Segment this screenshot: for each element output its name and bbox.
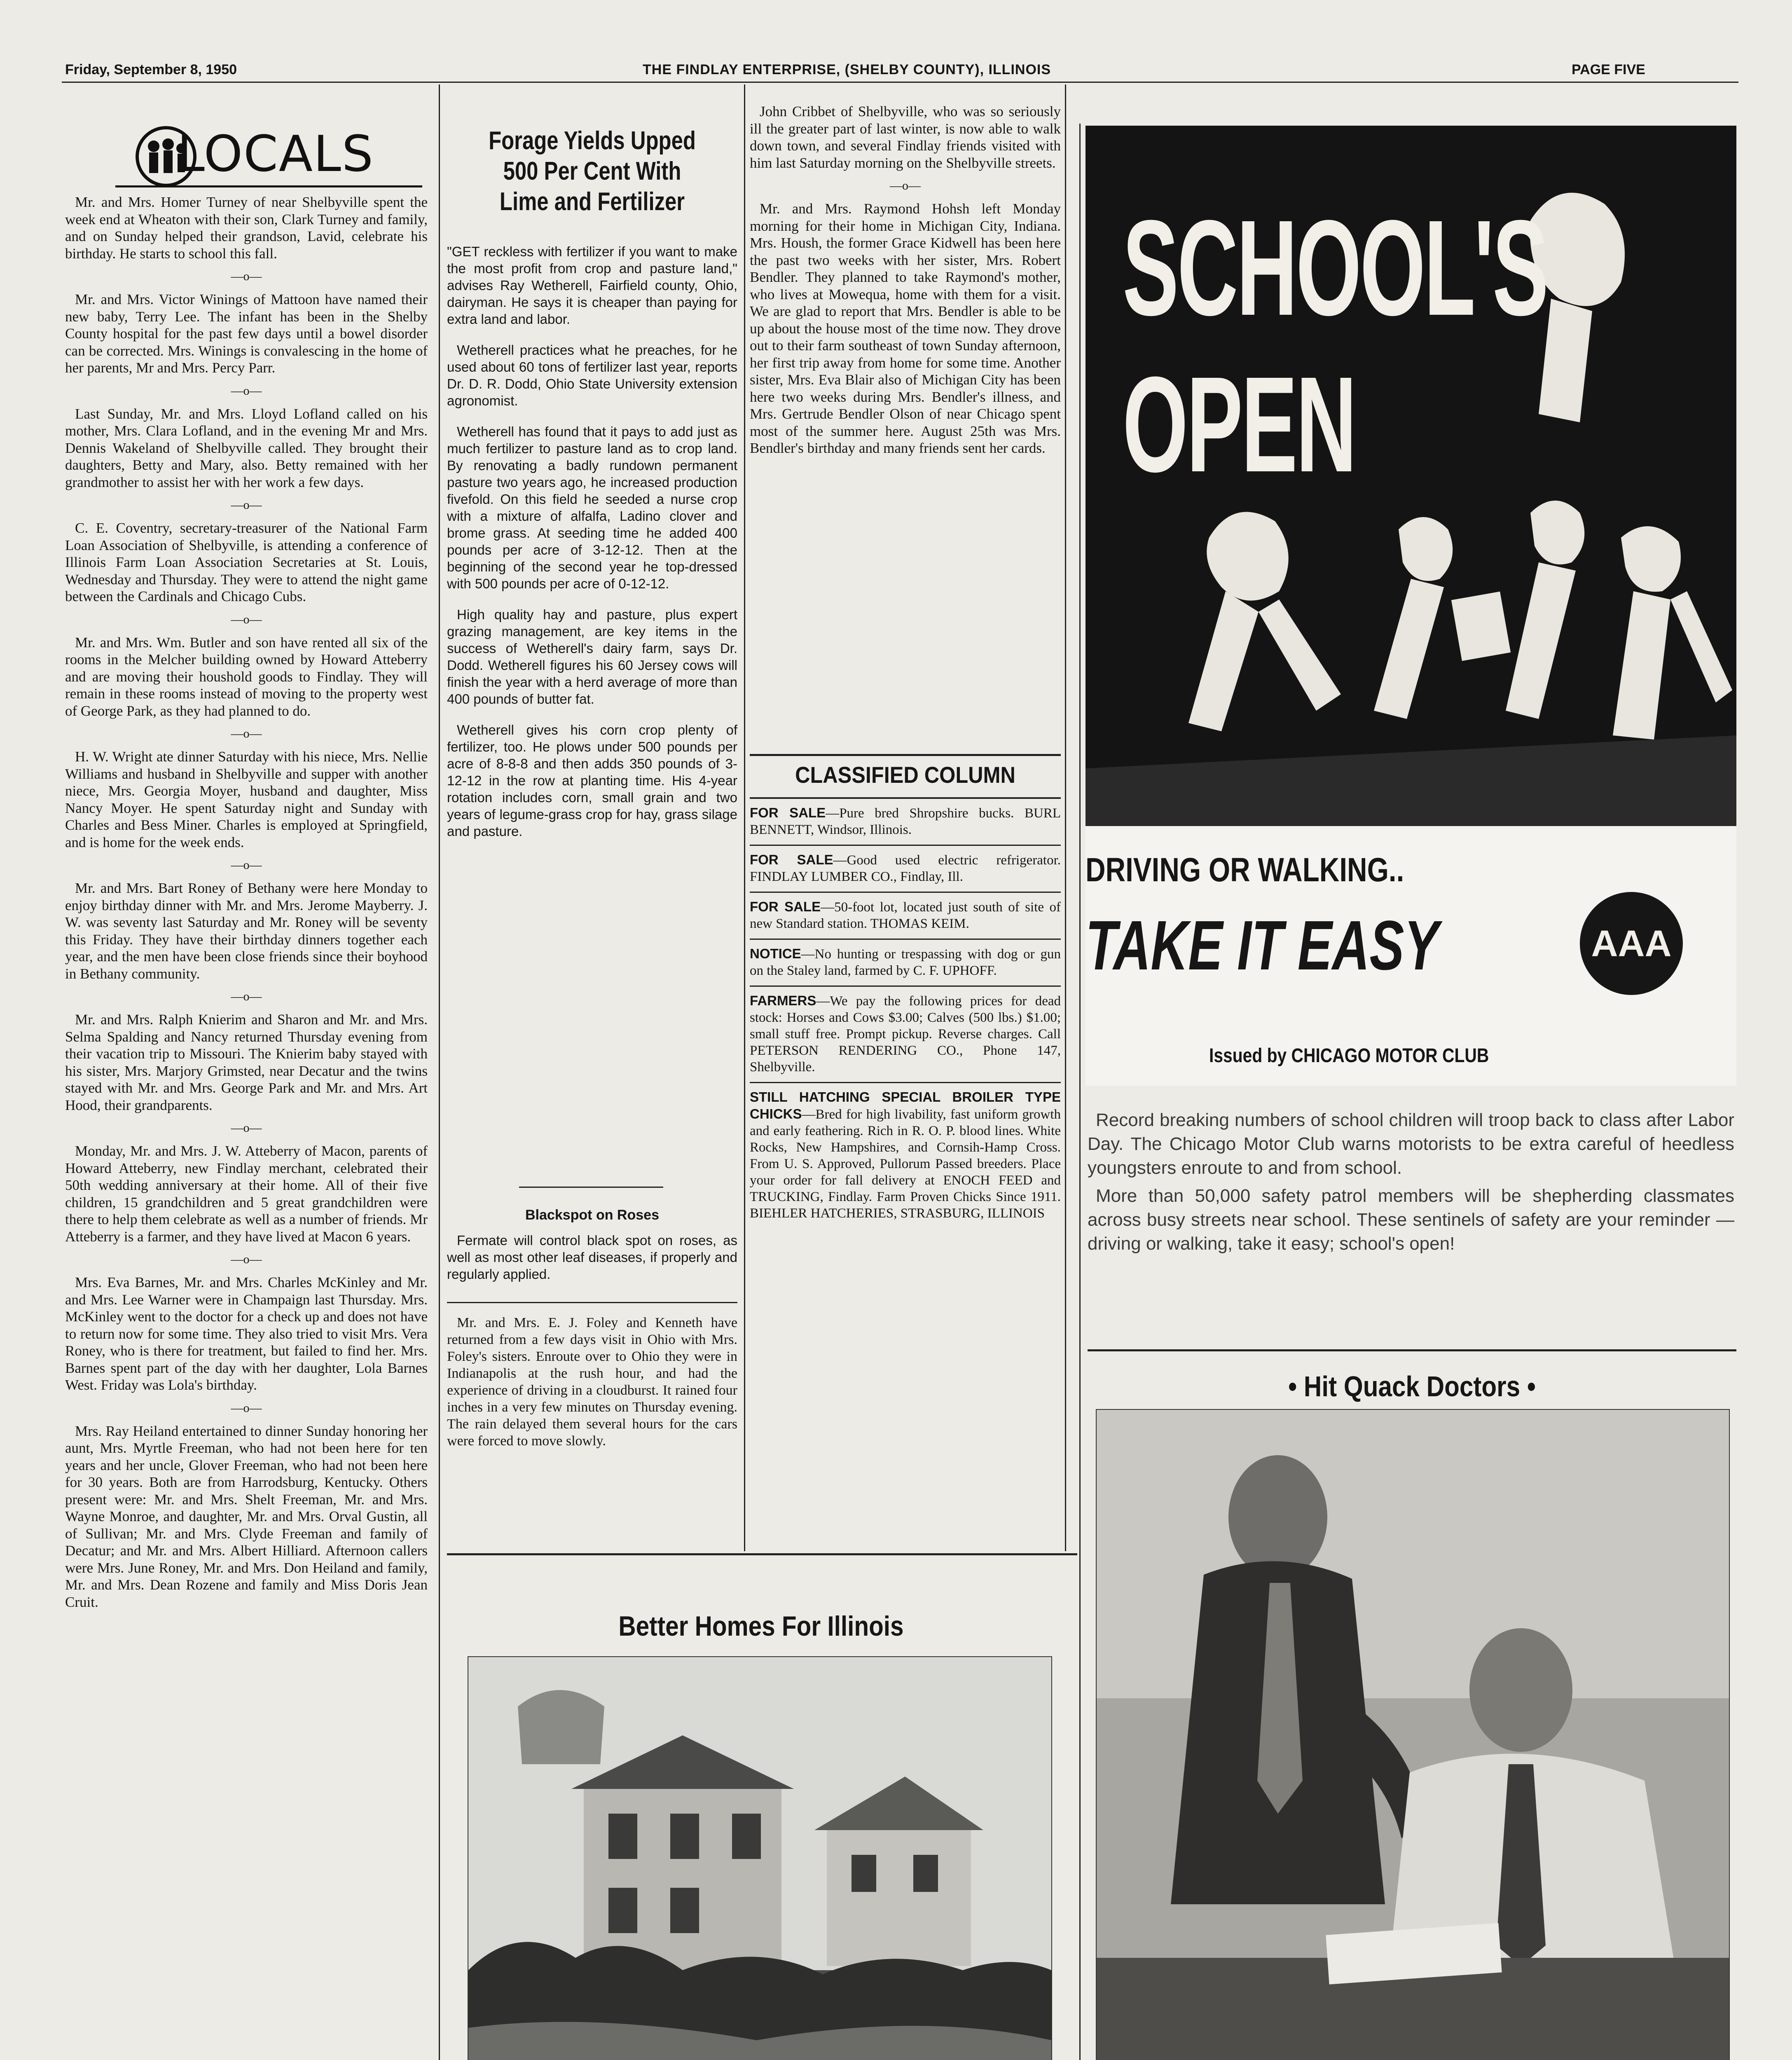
classified-ad — [750, 846, 1061, 893]
school-ad — [1085, 126, 1736, 1086]
quack-photo — [1096, 1409, 1730, 2060]
forage-paragraph: Wetherell has found that it pays to add just as much fertilizer to pasture land as to crop land. By renovating a badly rundown permanent pasture two years ago, he increased production fivefold. On this field he seeded a nurse crop with a mixture of alfalfa, Ladino clover and brome grass. At seeding time he added 400 pounds per acre of 3-12-12. Then at the beginning of the second year he top-dressed with 500 pounds per acre of 0-12-12. — [447, 424, 737, 591]
item-separator: —o— — [231, 727, 262, 740]
blackspot-rule — [447, 1302, 737, 1303]
school-ad-paragraph: Record breaking numbers of school children will troop back to class after Labor Day. The Chicago Motor Club warns motorists to be extra careful of heedless youngsters enroute to and from school. — [1088, 1110, 1734, 1178]
aaa-badge — [1580, 892, 1683, 995]
locals-item: Mr. and Mrs. Wm. Butler and son have rented all six of the rooms in the Melcher building owned by Howard Atteberry and are moving their houshold goods to Findlay. They will remain in these rooms instead of moving to the property west of George Park, as they had planned to do. — [65, 634, 428, 719]
bullet-icon: • — [1520, 1370, 1536, 1402]
school-ad-issued: Issued by CHICAGO MOTOR CLUB — [1209, 1045, 1489, 1067]
locals-item: Mr. and Mrs. Victor Winings of Mattoon have named their new baby, Terry Lee. The infant has been in the Shelby County hospital for the past few days until a bowel disorder can be corrected. Mrs. Winings is convalescing in the home of her parents, Mr and Mrs. Percy Parr. — [65, 291, 428, 376]
locals-item: Mr. and Mrs. Homer Turney of near Shelbyville spent the week end at Wheaton with their son, Clark Turney and family, and on Sunday helped their grandson, Lavid, celebrate his birthday. He starts to school this fall. — [65, 194, 428, 262]
blackspot-text — [447, 1232, 737, 1297]
school-ad-headline-1: SCHOOL'S — [1123, 192, 1547, 344]
masthead-date: Friday, September 8, 1950 — [65, 62, 237, 77]
quack-title — [1133, 1370, 1691, 1403]
blackspot-paragraph: Fermate will control black spot on roses, as well as most other leaf diseases, if properly and regularly applied. — [447, 1233, 737, 1282]
masthead-title: THE FINDLAY ENTERPRISE, (SHELBY COUNTY), ILLINOIS — [643, 62, 1051, 77]
forage-headline-line: 500 Per Cent With — [503, 157, 681, 185]
locals-item: Monday, Mr. and Mrs. J. W. Atteberry of Macon, parents of Howard Atteberry, new Findlay merchant, celebrated their 50th wedding anniversary at their home. All of their five children, 15 grandchildren and 5 great grandchildren were there to help them celebrate as well as a number of friends. Mr Atteberry is a farmer, and they have lived at Macon 6 years. — [65, 1143, 428, 1245]
classified-ad — [750, 799, 1061, 846]
classified-label: NOTICE — [750, 946, 801, 961]
foley-text — [447, 1314, 737, 1463]
classified-title: CLASSIFIED COLUMN — [795, 762, 1015, 788]
column-rule-1 — [439, 84, 440, 2060]
classified-ad — [750, 893, 1061, 940]
school-ad-tagline-1: DRIVING OR WALKING.. — [1085, 851, 1404, 889]
classified-label: FOR SALE — [750, 805, 826, 820]
forage-end-rule — [519, 1187, 663, 1188]
column-rule-2 — [744, 84, 745, 1551]
forage-paragraph: High quality hay and pasture, plus expert grazing management, are key items in the success of Wetherell's dairy farm, says Dr. Dodd. Wetherell figures his 60 Jersey cows will finish the year with a herd average of more than 400 pounds of butter fat. — [447, 607, 737, 707]
classified-text: —Bred for high livability, fast uniform growth and early feathering. Rich in R. O. P. blood lines. White Rocks, New Hampshires, and Cornsih-Hamp Cross. From U. S. Approved, Pullorum Passed breeders. Place your order for fall delivery at ENOCH FEED and TRUCKING, Findlay. Farm Proven Chicks Since 1911. BIEHLER HATCHERIES, STRASBURG, ILLINOIS — [750, 1107, 1061, 1221]
homes-photo-image — [468, 1657, 1051, 2060]
news-item: John Cribbet of Shelbyville, who was so seriously ill the greater part of last winter, is now able to walk down town, and several Findlay friends visited with him last Saturday morning on the Shelbyville streets. — [750, 103, 1061, 171]
quack-photo-image — [1097, 1410, 1729, 2060]
item-separator: —o— — [231, 612, 262, 626]
locals-item: Mr. and Mrs. Ralph Knierim and Sharon and Mr. and Mrs. Selma Spalding and Nancy returned Thursday evening from their vacation trip to Missouri. The Knierim baby stayed with his sister, Mrs. Marjory Grimsted, near Decatur and the twins stayed with Mr. and Mrs. George Park and Mr. and Mrs. Art Hood, their grandparents. — [65, 1011, 428, 1113]
classified-text: —We pay the following prices for dead stock: Horses and Cows $3.00; Calves (500 lbs.) $1.00; small stuff free. Prompt pickup. Reverse charges. Call PETERSON RENDERING CO., Phone 147, Shelbyville. — [750, 994, 1061, 1074]
item-separator: —o— — [231, 990, 262, 1003]
masthead-page: PAGE FIVE — [1572, 62, 1645, 77]
blackspot-title: Blackspot on Roses — [525, 1207, 659, 1223]
locals-item: H. W. Wright ate dinner Saturday with his niece, Mrs. Nellie Williams and husband in Shelbyville and supper with another niece, Mrs. Georgia Moyer, husband and daughter, Miss Nancy Moyer. He spent Saturday night and Sunday with Charles and Bess Miner. Charles is employed at Springfield, and is home for the week ends. — [65, 749, 428, 850]
classified-ad — [750, 940, 1061, 987]
locals-item: C. E. Coventry, secretary-treasurer of the National Farm Loan Association of Shelbyville, is attending a conference of Illinois Farm Loan Association Secretaries at St. Louis, Wednesday and Thursday. They were to attend the night game between the Cardinals and Chicago Cubs. — [65, 520, 428, 604]
quack-top-rule — [1088, 1349, 1736, 1351]
forage-paragraph: Wetherell gives his corn crop plenty of fertilizer, too. He plows under 500 pounds per acre of 8-8-8 and then adds 350 pounds of 3-12-12 in the row at planting time. His 4-year rotation includes corn, small grain and two years of legume-grass crop for hay, grass silage and pasture. — [447, 722, 737, 839]
item-separator: —o— — [231, 858, 262, 872]
forage-headline — [471, 126, 713, 217]
classified-ad — [750, 1083, 1061, 1228]
bullet-icon: • — [1288, 1370, 1304, 1402]
item-separator: —o— — [231, 384, 262, 398]
item-separator: —o— — [231, 1252, 262, 1266]
locals-item: Mr. and Mrs. Bart Roney of Bethany were here Monday to enjoy birthday dinner with Mr. and Mrs. Jerome Mayberry. J. W. was seventy last Saturday and Mr. Roney will be seventy this Friday. They have their birthday dinners together each year, and the men have been close friends since their boyhood in Bethany community. — [65, 880, 428, 982]
masthead-rule — [62, 82, 1738, 83]
forage-article — [447, 243, 737, 854]
forage-paragraph: Wetherell practices what he preaches, for he used about 60 tons of fertilizer last year, reports Dr. D. R. Dodd, Ohio State University extension agronomist. — [447, 342, 737, 408]
classified-text: —Good used electric refrigerator. FINDLAY LUMBER CO., Findlay, Ill. — [750, 853, 1061, 884]
homes-photo — [468, 1656, 1052, 2060]
locals-title: LOCALS — [177, 126, 374, 183]
classified-list — [750, 797, 1061, 1228]
homes-top-rule — [447, 1553, 1077, 1555]
quack-title-text: Hit Quack Doctors — [1303, 1370, 1521, 1402]
classified-text: —Pure bred Shropshire bucks. BURL BENNETT, Windsor, Illinois. — [750, 806, 1061, 837]
classified-ad — [750, 987, 1061, 1083]
forage-headline-line: Lime and Fertilizer — [499, 187, 685, 216]
school-ad-headline-2: OPEN — [1123, 348, 1355, 500]
item-separator: —o— — [231, 498, 262, 512]
classified-label: FARMERS — [750, 993, 816, 1008]
column-rule-3 — [1065, 84, 1066, 1551]
classified-top-rule — [750, 754, 1061, 756]
item-separator: —o— — [231, 269, 262, 283]
news-column-3 — [750, 103, 1061, 471]
classified-label: FOR SALE — [750, 852, 833, 867]
locals-logo — [115, 124, 422, 187]
classified-label: FOR SALE — [750, 899, 821, 914]
item-separator: —o— — [231, 1401, 262, 1415]
locals-column — [65, 194, 428, 1625]
aaa-badge-text: AAA — [1591, 923, 1672, 964]
homes-title: Better Homes For Illinois — [618, 1611, 904, 1642]
school-ad-paragraph: More than 50,000 safety patrol members will be shepherding classmates across busy streets near school. These sentinels of safety are your reminder — driving or walking, take it easy; school's open! — [1088, 1186, 1734, 1254]
locals-item: Last Sunday, Mr. and Mrs. Lloyd Lofland called on his mother, Mrs. Clara Lofland, and in the evening Mr and Mrs. Dennis Wakeland of Shelbyville called. They brought their daughters, Betty and Mary, also. Betty remained with her grandmother to assist her with her work a few days. — [65, 405, 428, 490]
school-ad-text — [1088, 1108, 1734, 1256]
forage-headline-line: Forage Yields Upped — [489, 126, 696, 155]
locals-item: Mrs. Eva Barnes, Mr. and Mrs. Charles McKinley and Mr. and Mrs. Lee Warner were in Champaign last Thursday. Mrs. McKinley went to the doctor for a check up and does not have to return now for some time. They also tried to visit Mrs. Vera Roney, who is there for treatment, but failed to find her. Mrs. Barnes spent part of the day with her daughter, Lola Barnes West. Friday was Lola's birthday. — [65, 1274, 428, 1393]
locals-item: Mrs. Ray Heiland entertained to dinner Sunday honoring her aunt, Mrs. Myrtle Freeman, who had not been here for ten years and her uncle, Glover Freeman, who had not been here for 30 years. Both are from Harrodsburg, Kentucky. Others present were: Mr. and Mrs. Shelt Freeman, Mr. and Mrs. Wayne Monroe, and daughter, Mr. and Mrs. Orval Gustin, all of Sullivan; Mr. and Mrs. Clyde Freeman and family of Decatur; and Mr. and Mrs. Albert Hilliard. Afternoon callers were Mrs. June Roney, Mr. and Mrs. Don Heiland and family, Mr. and Mrs. Dean Rozene and family and Miss Doris Jean Cruit. — [65, 1423, 428, 1610]
school-ad-tagline-2: TAKE IT EASY — [1085, 906, 1439, 985]
classified-text: —No hunting or trespassing with dog or gun on the Staley land, farmed by C. F. UPHOFF. — [750, 947, 1061, 978]
classified-label: STILL HATCHING SPECIAL BROILER TYPE CHICKS — [750, 1089, 1061, 1121]
forage-paragraph: "GET reckless with fertilizer if you want to make the most profit from crop and pasture land," advises Ray Wetherell, Fairfield county, Ohio, dairyman. He says it is cheaper than paying for extra land and labor. — [447, 244, 737, 327]
foley-paragraph: Mr. and Mrs. E. J. Foley and Kenneth have returned from a few days visit in Ohio with Mrs. Foley's sisters. Enroute over to Ohio they were in Indianapolis at the rush hour, and had the experience of driving in a cloudburst. It rained four inches in a very few minutes on Thursday evening. The rain delayed them several hours for the cars were forced to move slowly. — [447, 1315, 737, 1449]
classified-text: —50-foot lot, located just south of site of new Standard station. THOMAS KEIM. — [750, 900, 1061, 931]
item-separator: —o— — [890, 179, 921, 192]
news-item: Mr. and Mrs. Raymond Hohsh left Monday morning for their home in Michigan City, Indiana. Mrs. Housh, the former Grace Kidwell has been here the past two weeks with her sister, Mrs. Robert Bendler. They planned to take Raymond's mother, who lives at Mowequa, home with them for a visit. We are glad to report that Mrs. Bendler is able to be up about the house most of the time now. They drove out to their farm southeast of town Sunday afternoon, her first trip away from home for some time. Another sister, Mrs. Eva Blair also of Michigan City has been here two weeks during Mrs. Bendler's illness, and Mrs. Gertrude Bendler Olson of near Chicago spent most of the summer here. August 25th was Mrs. Bendler's birthday and many friends sent her cards. — [750, 201, 1061, 456]
column-rule-4 — [1079, 124, 1081, 2060]
item-separator: —o— — [231, 1121, 262, 1135]
